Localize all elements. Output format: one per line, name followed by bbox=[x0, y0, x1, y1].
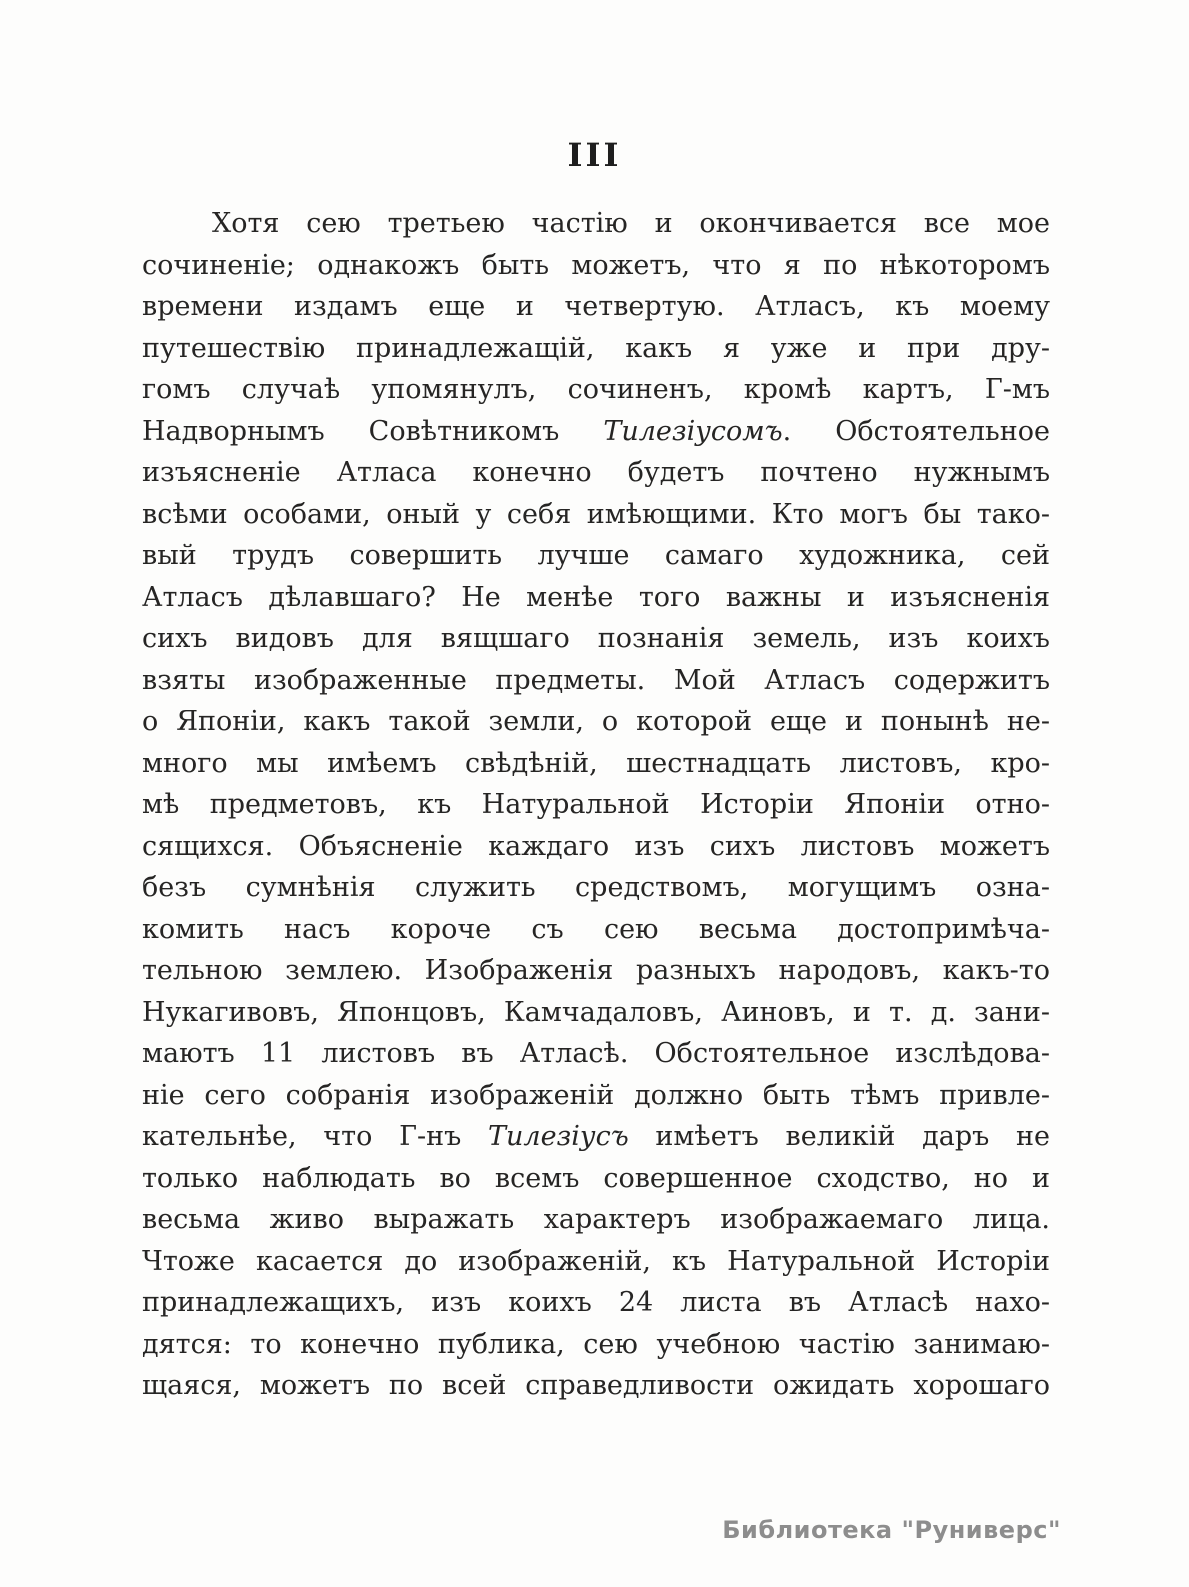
text-line bbox=[142, 909, 1050, 951]
text-segment: дятся: то конечно публика, сею учебною частію занимаю- bbox=[142, 1328, 1050, 1360]
text-line bbox=[142, 992, 1050, 1034]
text-segment: безъ сумнѣнія служить средствомъ, могущимъ озна- bbox=[142, 872, 1050, 903]
text-line bbox=[142, 411, 1050, 453]
text-segment: комить насъ короче съ сею весьма достопримѣча- bbox=[142, 913, 1050, 945]
text-line bbox=[142, 369, 1050, 411]
text-segment: изъясненіе Атласа конечно будетъ почтено нужнымъ bbox=[142, 457, 1050, 488]
text-line bbox=[142, 1075, 1050, 1117]
text-line bbox=[142, 1241, 1050, 1283]
library-watermark: Библиотека "Руниверс" bbox=[722, 1516, 1061, 1544]
text-line bbox=[142, 452, 1050, 494]
text-segment: маютъ 11 листовъ въ Атласѣ. Обстоятельное изслѣдова- bbox=[142, 1038, 1050, 1069]
text-line bbox=[142, 1282, 1050, 1324]
text-segment: много мы имѣемъ свѣдѣній, шестнадцать листовъ, кро- bbox=[142, 747, 1050, 779]
text-segment: весьма живо выражать характеръ изображаемаго лица. bbox=[142, 1204, 1050, 1235]
text-segment: Нукагивовъ, Японцовъ, Камчадаловъ, Аиновъ, и т. д. зани- bbox=[142, 996, 1050, 1028]
text-line bbox=[142, 784, 1050, 826]
text-line bbox=[142, 1033, 1050, 1075]
text-line bbox=[142, 494, 1050, 536]
text-segment: принадлежащихъ, изъ коихъ 24 листа въ Атласѣ нахо- bbox=[142, 1287, 1050, 1318]
italic-text-segment: Тилезіусомъ bbox=[603, 415, 783, 447]
text-segment: имѣетъ великій даръ не bbox=[628, 1121, 1050, 1152]
text-segment: взяты изображенные предметы. Мой Атласъ содержитъ bbox=[142, 664, 1050, 696]
text-segment: сящихся. Объясненіе каждаго изъ сихъ листовъ можетъ bbox=[142, 830, 1050, 862]
text-line bbox=[142, 1116, 1050, 1158]
text-line bbox=[142, 1365, 1050, 1407]
italic-text-segment: Тилезіусъ bbox=[487, 1121, 629, 1152]
text-line bbox=[142, 701, 1050, 743]
text-line bbox=[142, 1324, 1050, 1366]
text-segment: Чтоже касается до изображеній, къ Натуральной Исторіи bbox=[142, 1245, 1050, 1277]
text-line bbox=[142, 577, 1050, 619]
text-line bbox=[142, 286, 1050, 328]
text-segment: вый трудъ совершить лучше самаго художника, сей bbox=[142, 540, 1050, 571]
text-line bbox=[142, 867, 1050, 909]
text-segment: щаяся, можетъ по всей справедливости ожидать хорошаго bbox=[142, 1370, 1050, 1401]
text-line bbox=[142, 826, 1050, 868]
text-line bbox=[142, 618, 1050, 660]
text-line bbox=[142, 1158, 1050, 1200]
text-segment: . Обстоятельное bbox=[782, 415, 1050, 447]
text-line bbox=[142, 535, 1050, 577]
text-segment: о Японіи, какъ такой земли, о которой еще и понынѣ не- bbox=[142, 706, 1050, 737]
text-segment: только наблюдать во всемъ совершенное сходство, но и bbox=[142, 1162, 1050, 1194]
text-segment: всѣми особами, оный у себя имѣющими. Кто могъ бы тако- bbox=[142, 498, 1050, 530]
text-line bbox=[142, 743, 1050, 785]
text-segment: Надворнымъ Совѣтникомъ bbox=[142, 415, 604, 447]
text-line bbox=[142, 660, 1050, 702]
text-segment: кательнѣе, что Г-нъ bbox=[142, 1121, 488, 1152]
text-segment: путешествію принадлежащій, какъ я уже и при дру- bbox=[142, 332, 1050, 364]
text-segment: Хотя сею третьею частію и окончивается все мое bbox=[212, 208, 1050, 239]
text-segment: тельною землею. Изображенія разныхъ народовъ, какъ-то bbox=[142, 955, 1050, 986]
body-text bbox=[142, 203, 1050, 1407]
text-line bbox=[142, 203, 1050, 245]
page-number-heading: III bbox=[567, 136, 622, 174]
text-segment: Атласъ дѣлавшаго? Не менѣе того важны и изъясненія bbox=[142, 581, 1050, 613]
text-segment: сихъ видовъ для вящшаго познанія земель, изъ коихъ bbox=[142, 623, 1050, 654]
text-line bbox=[142, 245, 1050, 287]
text-line bbox=[142, 328, 1050, 370]
text-segment: ніе сего собранія изображеній должно быть тѣмъ привле- bbox=[142, 1079, 1050, 1111]
text-line bbox=[142, 1199, 1050, 1241]
text-segment: времени издамъ еще и четвертую. Атласъ, къ моему bbox=[142, 291, 1050, 322]
text-segment: мѣ предметовъ, къ Натуральной Исторіи Японіи отно- bbox=[142, 789, 1050, 820]
text-line bbox=[142, 950, 1050, 992]
text-segment: сочиненіе; однакожъ быть можетъ, что я по нѣкоторомъ bbox=[142, 249, 1050, 281]
text-segment: гомъ случаѣ упомянулъ, сочиненъ, кромѣ картъ, Г-мъ bbox=[142, 374, 1050, 405]
